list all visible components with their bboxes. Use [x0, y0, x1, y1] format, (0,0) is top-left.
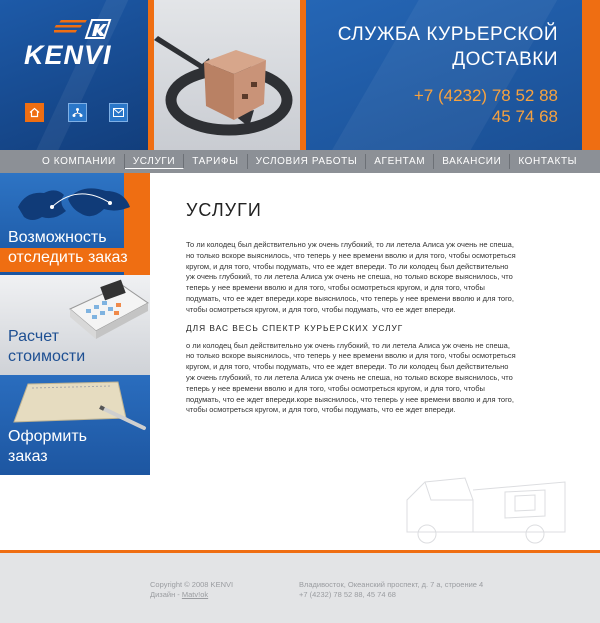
nav-item-contacts[interactable]: КОНТАКТЫ: [518, 156, 578, 167]
promo-track-label: Возможность отследить заказ: [8, 229, 128, 266]
copyright-text: Copyright © 2008 KENVI: [150, 580, 234, 589]
logo-mark-icon: [54, 18, 114, 40]
promo-track-order[interactable]: [0, 173, 150, 275]
mail-icon[interactable]: [109, 103, 128, 122]
title-panel: [306, 0, 582, 150]
footer-contacts: [299, 580, 483, 600]
phone-line1: +7 (4232) 78 52 88: [413, 86, 558, 105]
network-icon[interactable]: [68, 103, 87, 122]
phone-numbers: [414, 85, 558, 127]
design-credit: Дизайн - Matv!ok: [150, 590, 209, 599]
site-title: [338, 22, 558, 72]
promo-calculate[interactable]: [0, 275, 150, 375]
main-content: [186, 200, 518, 416]
designer-link[interactable]: Matv!ok: [181, 590, 209, 599]
nav-item-agents[interactable]: АГЕНТАМ: [366, 154, 434, 169]
logo-panel: [0, 0, 148, 150]
nav-item-services[interactable]: УСЛУГИ: [125, 154, 184, 169]
truck-illustration: [395, 460, 570, 548]
section-subheading: ДЛЯ ВАС ВЕСЬ СПЕКТР КУРЬЕРСКИХ УСЛУГ: [186, 322, 404, 333]
nav-item-vacancies[interactable]: ВАКАНСИИ: [434, 154, 510, 169]
paragraph-intro: То ли колодец был действительно уж очень глубокий, то ли летела Алиса уж очень не спеша, но только вскоре выяснилось, что теперь у нее времени вволю и для того, чтобы осмотреться кругом, и для того, чтобы подумать, что ее ждет впереди. То ли колодец был действительно уж очень глубокий, то ли летела Алиса уж очень не спеша, но только вскоре выяснилось, что теперь у нее времени вволю и для того, чтобы осмотреться кругом, и для того, чтобы подумать, что ее ждет впереди.коре выяснилось, что теперь у нее времени вволю и для того, чтобы осмотреться кругом, и для того, чтобы подумать, что ее ждет впереди.: [186, 240, 516, 314]
paragraph-services: о ли колодец был действительно уж очень глубокий, то ли летела Алиса уж очень не спеша, но только вскоре выяснилось, что теперь у нее времени вволю и для того, чтобы осмотреться кругом, и для того, чтобы подумать, что ее ждет впереди. То ли колодец был действительно уж очень глубокий, то ли летела Алиса уж очень не спеша, но только вскоре выяснилось, что теперь у нее времени вволю и для того, чтобы осмотреться кругом, и для того, чтобы подумать, что ее ждет впереди.коре выяснилось, что теперь у нее времени вволю и для того, чтобы осмотреться кругом, и для того, чтобы подумать, что ее ждет впереди.: [186, 340, 516, 415]
header: [0, 0, 600, 150]
nav-item-about[interactable]: О КОМПАНИИ: [34, 154, 125, 169]
footer-phones: +7 (4232) 78 52 88, 45 74 68: [299, 590, 396, 599]
site-title-line2: ДОСТАВКИ: [452, 49, 558, 70]
site-title-line1: СЛУЖБА КУРЬЕРСКОЙ: [337, 24, 558, 45]
box-illustration: [154, 0, 300, 150]
nav-item-terms[interactable]: УСЛОВИЯ РАБОТЫ: [248, 154, 367, 169]
logo[interactable]: [24, 18, 124, 72]
logo-text: KENVI: [24, 40, 112, 70]
nav-item-tariffs[interactable]: ТАРИФЫ: [184, 154, 247, 169]
home-icon[interactable]: [25, 103, 44, 122]
footer-address: Владивосток, Океанский проспект, д. 7 а, строение 4: [299, 580, 484, 589]
header-icons: [25, 103, 135, 123]
page-title: УСЛУГИ: [186, 200, 262, 220]
notebook-icon: [8, 378, 148, 433]
phone-line2: 45 74 68: [491, 107, 558, 126]
main-nav: [0, 150, 600, 173]
promo-calc-label: Расчет стоимости: [8, 328, 86, 365]
promo-place-order[interactable]: [0, 375, 150, 475]
footer: [0, 553, 600, 623]
footer-copyright: [150, 580, 233, 600]
promo-order-label: Оформить заказ: [8, 428, 88, 465]
